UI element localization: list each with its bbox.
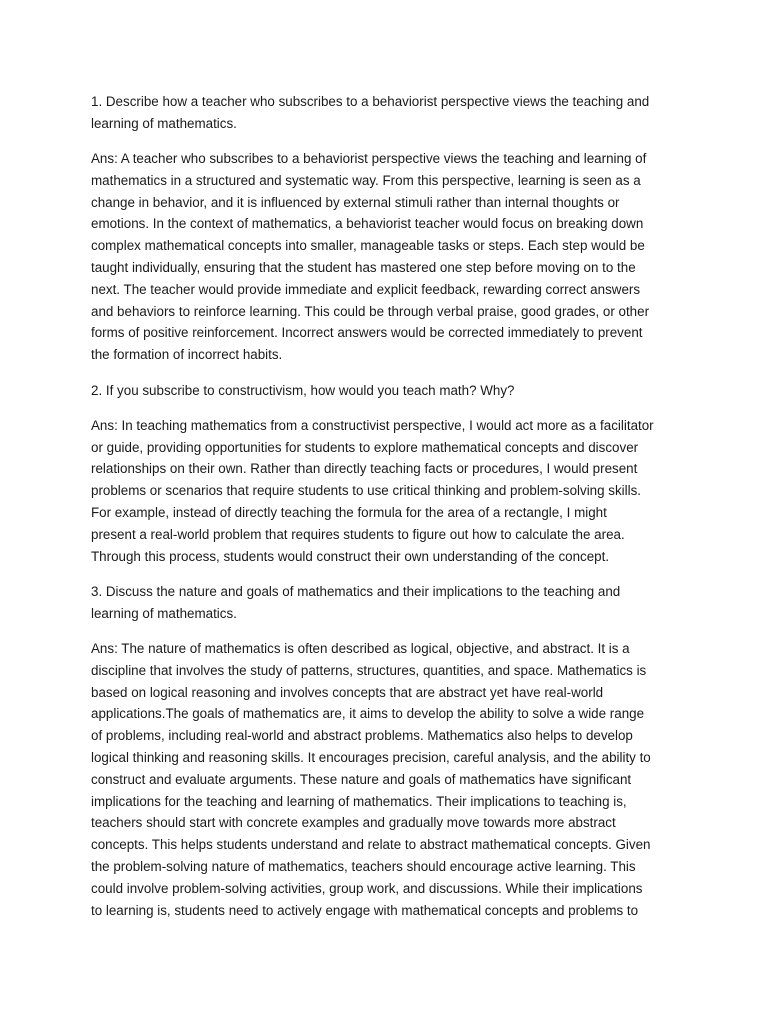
answer-3: Ans: The nature of mathematics is often described as logical, objective, and abstract. It is a discipline that involves the study of patterns, structures, quantities, and space. Mathematics is based on logical reasoning and involves concepts that are abstract yet have real-world applications.The goals of mathematics are, it aims to develop the ability to solve a wide range of problems, including real-world and abstract problems. Mathematics also helps to develop logical thinking and reasoning skills. It encourages precision, careful analysis, and the ability to construct and evaluate arguments. These nature and goals of mathematics have significant implications for the teaching and learning of mathematics. Their implications to teaching is, teachers should start with concrete examples and gradually move towards more abstract concepts. This helps students understand and relate to abstract mathematical concepts. Given the problem-solving nature of mathematics, teachers should encourage active learning. This could involve problem-solving activities, group work, and discussions. While their implications to learning is, students need to actively engage with mathematical concepts and problems to xyxy=(91,641,651,918)
question-3: 3. Discuss the nature and goals of mathematics and their implications to the teaching and learning of mathematics. xyxy=(91,583,621,621)
answer-1: Ans: A teacher who subscribes to a behaviorist perspective views the teaching and learning of mathematics in a structured and systematic way. From this perspective, learning is seen as a change in behavior, and it is influenced by external stimuli rather than internal thoughts or emotions. In the context of mathematics, a behaviorist teacher would focus on breaking down complex mathematical concepts into smaller, manageable tasks or steps. Each step would be taught individually, ensuring that the student has mastered one step before moving on to the next. The teacher would provide immediate and explicit feedback, rewarding correct answers and behaviors to reinforce learning. This could be through verbal praise, good grades, or other forms of positive reinforcement. Incorrect answers would be corrected immediately to prevent the formation of incorrect habits. xyxy=(91,151,650,363)
answer-2: Ans: In teaching mathematics from a constructivist perspective, I would act more as a facilitator or guide, providing opportunities for students to explore mathematical concepts and discover relationships on their own. Rather than directly teaching facts or procedures, I would present problems or scenarios that require students to use critical thinking and problem-solving skills. For example, instead of directly teaching the formula for the area of a rectangle, I might present a real-world problem that requires students to figure out how to calculate the area. Through this process, students would construct their own understanding of the concept. xyxy=(91,417,654,564)
document-page xyxy=(91,91,731,935)
question-2: 2. If you subscribe to constructivism, how would you teach math? Why? xyxy=(91,382,515,398)
question-1: 1. Describe how a teacher who subscribes to a behaviorist perspective views the teaching and learning of mathematics. xyxy=(91,94,650,131)
